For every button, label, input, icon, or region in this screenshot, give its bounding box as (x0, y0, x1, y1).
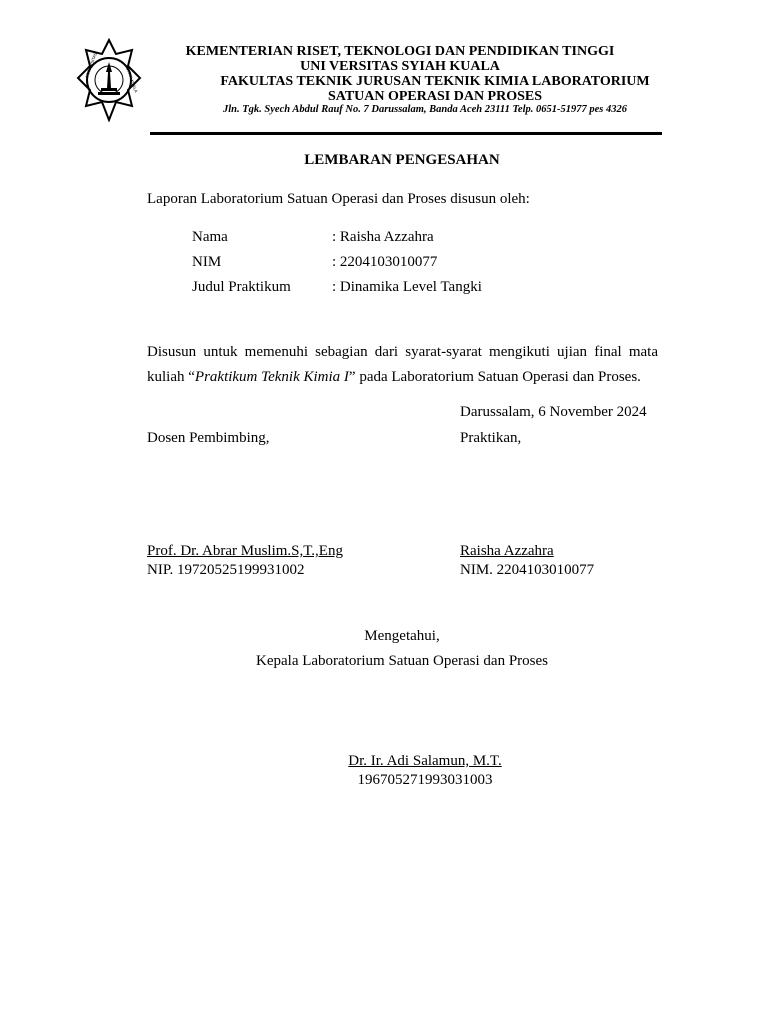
acknowledged-text: Mengetahui, (364, 628, 440, 644)
identity-label-nim: NIM (192, 254, 222, 270)
purpose-paragraph (147, 340, 658, 390)
letterhead-university: UNI VERSITAS SYIAH KUALA (300, 59, 500, 74)
identity-label-name: Nama (192, 229, 228, 245)
letterhead-faculty: FAKULTAS TEKNIK JURUSAN TEKNIK KIMIA LABORATORIUM (220, 74, 650, 89)
page-title: LEMBARAN PENGESAHAN (304, 152, 500, 168)
identity-value-title: : Dinamika Level Tangki (332, 279, 482, 295)
student-role: Praktikan, (460, 430, 522, 446)
letterhead-address: Jln. Tgk. Syech Abdul Rauf No. 7 Darussalam, Banda Aceh 23111 Telp. 0651-51977 pes 4326 (223, 104, 627, 115)
place-date: Darussalam, 6 November 2024 (460, 404, 647, 420)
supervisor-name: Prof. Dr. Abrar Muslim.S,T.,Eng (147, 543, 343, 559)
letterhead-divider (150, 132, 662, 135)
course-name: Praktikum Teknik Kimia I (194, 369, 349, 385)
supervisor-role: Dosen Pembimbing, (147, 430, 270, 446)
supervisor-nip: NIP. 19720525199931002 (147, 562, 305, 578)
letterhead-laboratory: SATUAN OPERASI DAN PROSES (327, 89, 543, 104)
seal-text-right: SYIAH KUALA (125, 66, 139, 94)
identity-label-title: Judul Praktikum (192, 279, 291, 295)
purpose-text-after: ” pada Laboratorium Satuan Operasi dan Proses. (348, 369, 641, 385)
intro-text: Laporan Laboratorium Satuan Operasi dan Proses disusun oleh: (147, 191, 530, 207)
letterhead-ministry: KEMENTERIAN RISET, TEKNOLOGI DAN PENDIDIKAN TINGGI (185, 44, 615, 59)
student-name: Raisha Azzahra (460, 543, 554, 559)
lab-head-name: Dr. Ir. Adi Salamun, M.T. (348, 753, 502, 769)
identity-value-name: : Raisha Azzahra (332, 229, 434, 245)
university-seal-logo (76, 38, 142, 122)
purpose-text-before: Disusun untuk memenuhi sebagian dari syarat-syarat mengikuti ujian final mata kuliah “ (147, 344, 658, 385)
seal-text-left: UNIVERSITAS (84, 51, 98, 79)
identity-value-nim: : 2204103010077 (332, 254, 438, 270)
student-nim: NIM. 2204103010077 (460, 562, 595, 578)
lab-head-nip: 196705271993031003 (357, 772, 493, 788)
lab-head-role: Kepala Laboratorium Satuan Operasi dan Proses (256, 653, 548, 669)
